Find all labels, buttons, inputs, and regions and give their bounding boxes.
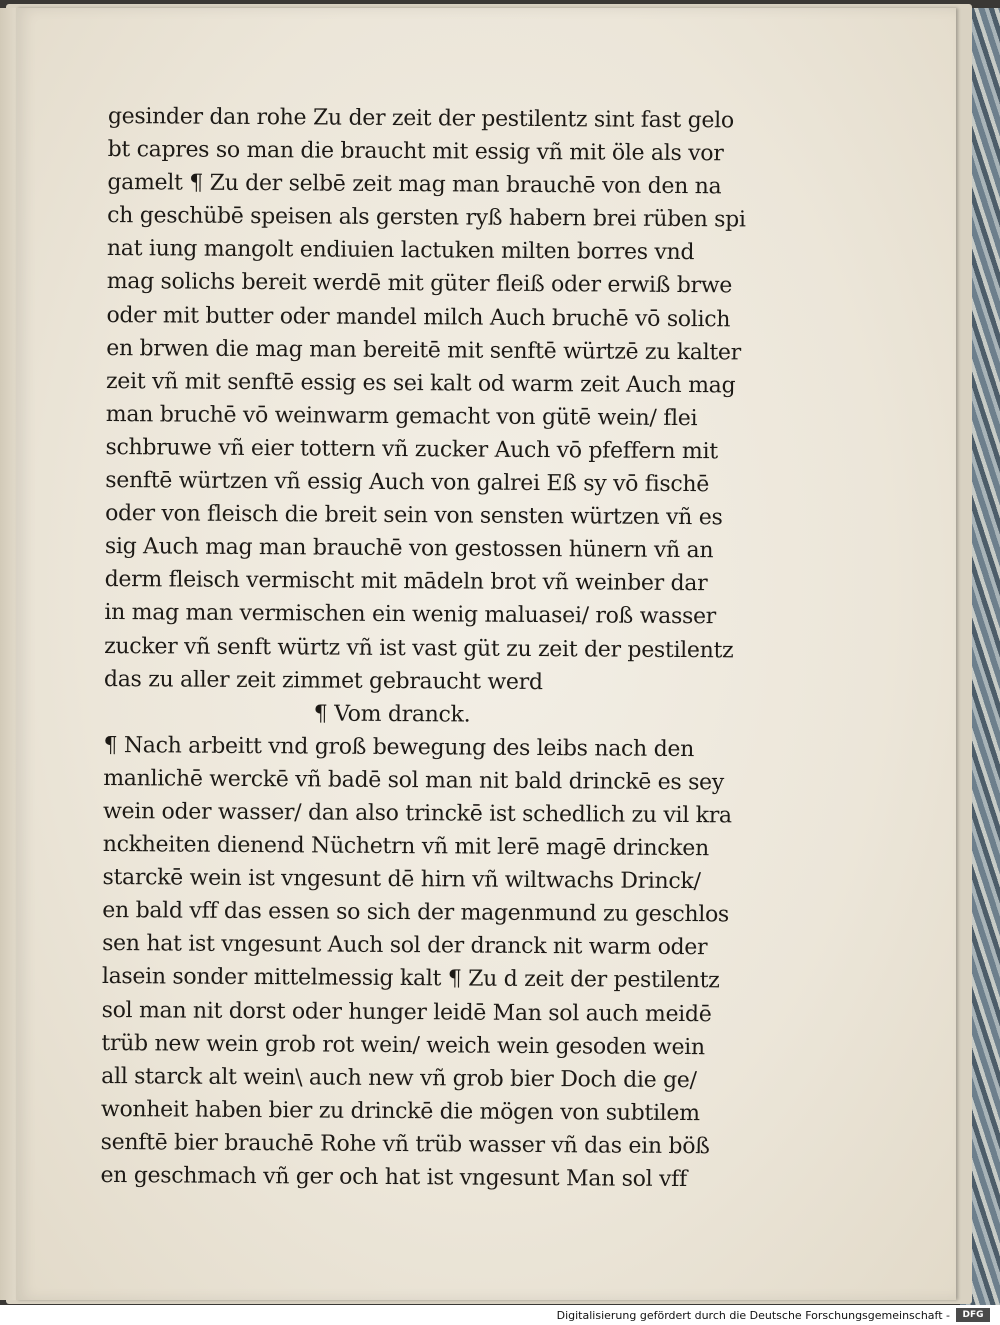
- text-line: wonheit haben bier zu drinckē die mögen von subtilem: [100, 1096, 700, 1126]
- text-line: derm fleisch vermischt mit mādeln brot vñ weinber dar: [104, 567, 708, 597]
- text-line: in mag man vermischen ein wenig maluasei/ roß wasser: [104, 600, 717, 630]
- text-line: mag solichs bereit werdē mit güter fleiß oder erwiß brwe: [106, 269, 733, 299]
- text-line: man bruchē vō weinwarm gemacht von gütē wein/ flei: [105, 401, 698, 431]
- text-line: das zu aller zeit zimmet gebraucht werd: [103, 666, 543, 695]
- text-line: lasein sonder mittelmessig kalt ¶ Zu d zeit der pestilentz: [101, 964, 720, 994]
- text-line: trüb new wein grob rot wein/ weich wein gesoden wein: [101, 1030, 705, 1060]
- text-line: oder von fleisch die breit sein von sensten würtzen vñ es: [105, 501, 723, 531]
- text-line: all starck alt wein\ auch new vñ grob bier Doch die ge/: [101, 1063, 697, 1093]
- text-line: en brwen die mag man bereitē mit senftē würtzē zu kalter: [106, 335, 741, 366]
- text-line: starckē wein ist vngesunt dē hirn vñ wiltwachs Drinck/: [102, 865, 701, 895]
- text-line: zucker vñ senft würtz vñ ist vast güt zu zeit der pestilentz: [104, 633, 734, 663]
- text-line: en bald vff das essen so sich der magenmund zu geschlos: [102, 898, 730, 928]
- section-heading: ¶ Vom dranck.: [313, 701, 471, 728]
- text-line: manlichē werckē vñ badē sol man nit bald drinckē es sey: [103, 765, 725, 796]
- page-text: [100, 100, 808, 1197]
- text-line: zeit vñ mit senftē essig es sei kalt od warm zeit Auch mag: [105, 368, 736, 399]
- text-line: ¶ Nach arbeitt vnd groß bewegung des leibs nach den: [103, 732, 695, 762]
- text-line: wein oder wasser/ dan also trinckē ist schedlich zu vil kra: [102, 798, 732, 829]
- dfg-logo: DFG: [956, 1308, 990, 1322]
- text-line: nat iung mangolt endiuien lactuken milten borres vnd: [106, 236, 695, 266]
- text-line: sol man nit dorst oder hunger leidē Man sol auch meidē: [101, 997, 712, 1027]
- funding-notice: Digitalisierung gefördert durch die Deutsche Forschungsgemeinschaft -: [556, 1309, 950, 1322]
- text-line: schbruwe vñ eier tottern vñ zucker Auch vō pfeffern mit: [105, 434, 718, 465]
- text-line: ch geschübē speisen als gersten ryß habern brei rüben spi: [107, 203, 746, 233]
- text-line: senftē bier brauchē Rohe vñ trüb wasser vñ das ein böß: [100, 1129, 710, 1160]
- text-line: en geschmach vñ ger och hat ist vngesunt Man sol vff: [100, 1162, 687, 1193]
- text-line: senftē würtzen vñ essig Auch von galrei Eß sy vō fischē: [105, 468, 710, 498]
- text-line: sig Auch mag man brauchē von gestossen hünern vñ an: [104, 534, 714, 564]
- text-line: bt capres so man die braucht mit essig vñ mit öle als vor: [107, 137, 724, 167]
- text-line: gesinder dan rohe Zu der zeit der pestilentz sint fast gelo: [107, 103, 734, 134]
- text-line: gamelt ¶ Zu der selbē zeit mag man brauchē von den na: [107, 170, 722, 200]
- text-line: sen hat ist vngesunt Auch sol der dranck nit warm oder: [102, 931, 708, 961]
- text-line: oder mit butter oder mandel milch Auch bruchē vō solich: [106, 302, 731, 332]
- text-line: nckheiten dienend Nüchetrn vñ mit lerē magē drincken: [102, 832, 709, 862]
- digitization-footer: [0, 1305, 1000, 1325]
